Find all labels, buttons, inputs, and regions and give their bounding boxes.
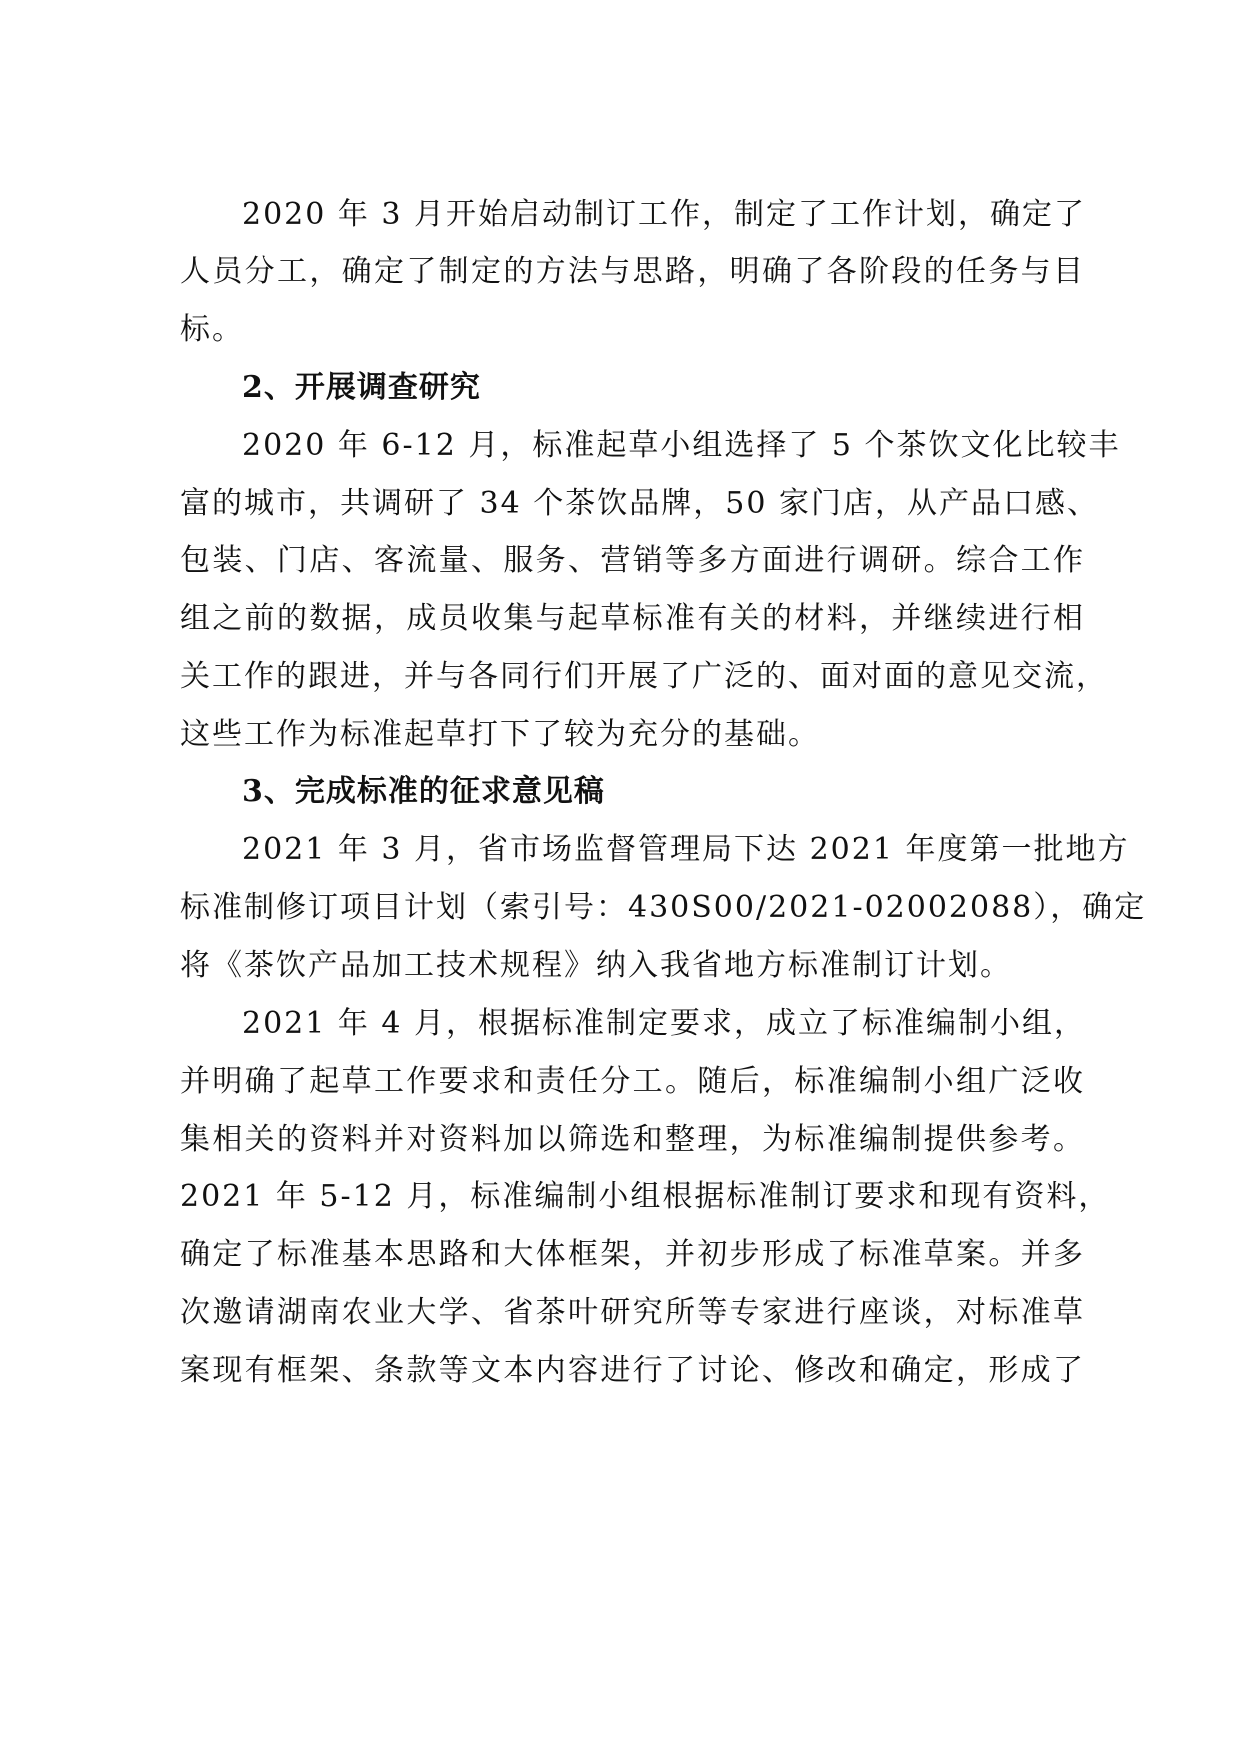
paragraph-line: 确定了标准基本思路和大体框架，并初步形成了标准草案。并多 xyxy=(180,1237,1085,1272)
paragraph-line: 2020 年 3 月开始启动制订工作，制定了工作计划，确定了 xyxy=(242,197,1087,232)
paragraph-line: 2021 年 3 月，省市场监督管理局下达 2021 年度第一批地方 xyxy=(242,832,1130,867)
section-heading: 2、开展调查研究 xyxy=(242,370,481,405)
paragraph-line: 人员分工，确定了制定的方法与思路，明确了各阶段的任务与目 xyxy=(180,254,1085,289)
paragraph-line: 2021 年 5-12 月，标准编制小组根据标准制订要求和现有资料， xyxy=(180,1179,1111,1214)
paragraph-line: 标。 xyxy=(180,312,244,347)
paragraph-line: 2020 年 6-12 月，标准起草小组选择了 5 个茶饮文化比较丰 xyxy=(242,428,1121,463)
paragraph-line: 2021 年 4 月，根据标准制定要求，成立了标准编制小组， xyxy=(242,1006,1087,1041)
paragraph-line: 包装、门店、客流量、服务、营销等多方面进行调研。综合工作 xyxy=(180,543,1085,578)
paragraph-line: 将《茶饮产品加工技术规程》纳入我省地方标准制订计划。 xyxy=(180,948,1012,983)
paragraph-line: 案现有框架、条款等文本内容进行了讨论、修改和确定，形成了 xyxy=(180,1353,1085,1388)
paragraph-line: 关工作的跟进，并与各同行们开展了广泛的、面对面的意见交流， xyxy=(180,659,1108,694)
paragraph-line: 并明确了起草工作要求和责任分工。随后，标准编制小组广泛收 xyxy=(180,1064,1085,1099)
paragraph-line: 次邀请湖南农业大学、省茶叶研究所等专家进行座谈，对标准草 xyxy=(180,1295,1085,1330)
paragraph-line: 这些工作为标准起草打下了较为充分的基础。 xyxy=(180,717,820,752)
paragraph-line: 集相关的资料并对资料加以筛选和整理，为标准编制提供参考。 xyxy=(180,1122,1085,1157)
paragraph-line: 标准制修订项目计划（索引号：430S00/2021-02002088），确定 xyxy=(180,890,1147,925)
section-heading: 3、完成标准的征求意见稿 xyxy=(242,774,605,809)
paragraph-line: 富的城市，共调研了 34 个茶饮品牌，50 家门店，从产品口感、 xyxy=(180,486,1099,521)
paragraph-line: 组之前的数据，成员收集与起草标准有关的材料，并继续进行相 xyxy=(180,601,1085,636)
